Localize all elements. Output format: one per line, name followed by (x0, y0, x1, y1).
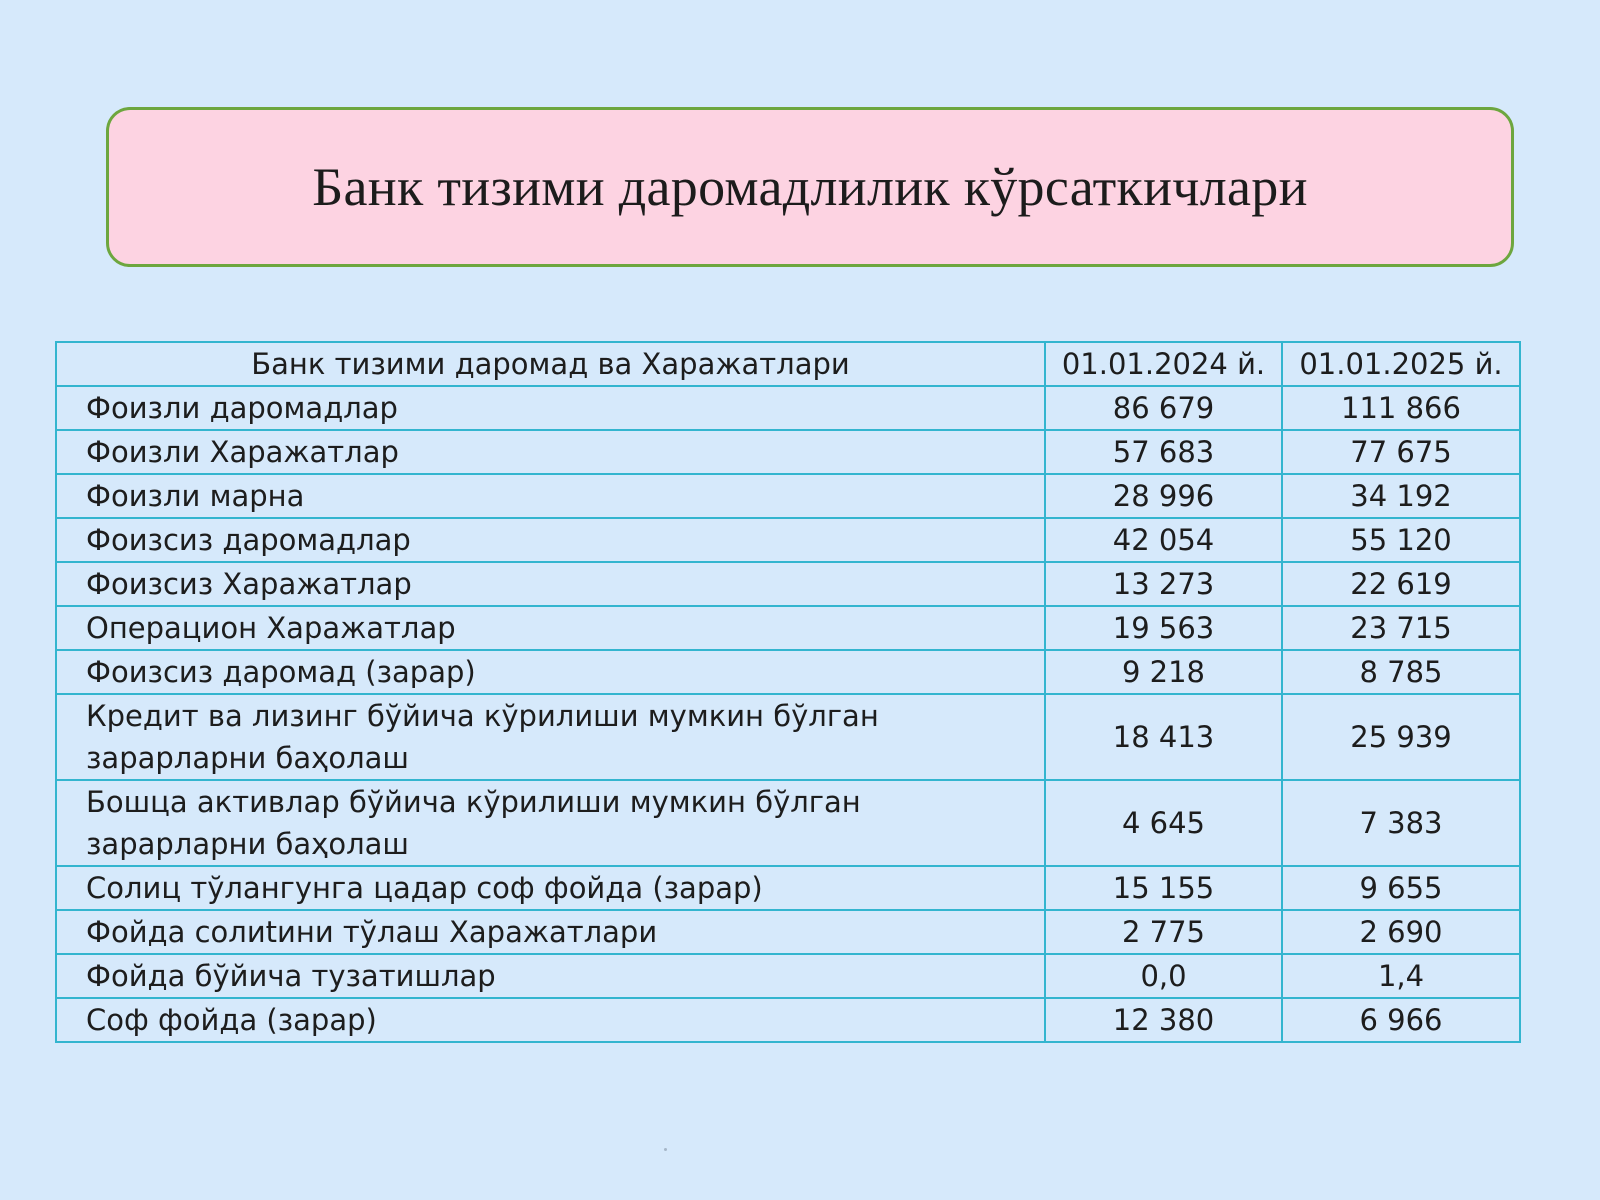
table-row (56, 474, 1520, 518)
column-header-2025: 01.01.2025 й. (1282, 342, 1520, 386)
value-2025: 8 785 (1282, 650, 1520, 694)
value-2025: 77 675 (1282, 430, 1520, 474)
table-row (56, 650, 1520, 694)
value-2025: 23 715 (1282, 606, 1520, 650)
row-label: Фоизли марна (56, 474, 1045, 518)
page-title: Банк тизими даромадлилик кўрсаткичлари (312, 157, 1308, 217)
table-row (56, 954, 1520, 998)
value-2024: 2 775 (1045, 910, 1282, 954)
value-2024: 15 155 (1045, 866, 1282, 910)
table-row (56, 866, 1520, 910)
column-header-2024: 01.01.2024 й. (1045, 342, 1282, 386)
value-2025: 34 192 (1282, 474, 1520, 518)
value-2024: 12 380 (1045, 998, 1282, 1042)
value-2024: 0,0 (1045, 954, 1282, 998)
table-row (56, 780, 1520, 866)
row-label: Бошца активлар бўйича кўрилиши мумкин бўлган зарарларни баҳолаш (56, 780, 1045, 866)
value-2025: 25 939 (1282, 694, 1520, 780)
table-row (56, 518, 1520, 562)
value-2025: 7 383 (1282, 780, 1520, 866)
column-header-category: Банк тизими даромад ва Харажатлари (56, 342, 1045, 386)
table-row (56, 606, 1520, 650)
value-2025: 6 966 (1282, 998, 1520, 1042)
value-2024: 9 218 (1045, 650, 1282, 694)
value-2025: 1,4 (1282, 954, 1520, 998)
value-2024: 4 645 (1045, 780, 1282, 866)
table-row (56, 998, 1520, 1042)
table-row (56, 694, 1520, 780)
value-2025: 9 655 (1282, 866, 1520, 910)
row-label: Фоизсиз даромад (зарар) (56, 650, 1045, 694)
row-label: Соф фойда (зарар) (56, 998, 1045, 1042)
table-header-row (56, 342, 1520, 386)
table-row (56, 910, 1520, 954)
row-label: Фоизсиз Харажатлар (56, 562, 1045, 606)
row-label: Фоизли даромадлар (56, 386, 1045, 430)
row-label: Фойда солиtини тўлаш Харажатлари (56, 910, 1045, 954)
value-2024: 42 054 (1045, 518, 1282, 562)
footer-dot (664, 1148, 667, 1151)
value-2024: 86 679 (1045, 386, 1282, 430)
row-label: Кредит ва лизинг бўйича кўрилиши мумкин бўлган зарарларни баҳолаш (56, 694, 1045, 780)
table-row (56, 430, 1520, 474)
value-2025: 22 619 (1282, 562, 1520, 606)
value-2025: 2 690 (1282, 910, 1520, 954)
row-label: Операцион Харажатлар (56, 606, 1045, 650)
value-2024: 13 273 (1045, 562, 1282, 606)
value-2024: 57 683 (1045, 430, 1282, 474)
value-2024: 18 413 (1045, 694, 1282, 780)
table-row (56, 386, 1520, 430)
row-label: Фоизли Харажатлар (56, 430, 1045, 474)
title-banner (106, 107, 1514, 267)
row-label: Фойда бўйича тузатишлар (56, 954, 1045, 998)
income-expense-table (55, 341, 1521, 1043)
table-row (56, 562, 1520, 606)
row-label: Фоизсиз даромадлар (56, 518, 1045, 562)
value-2024: 19 563 (1045, 606, 1282, 650)
value-2024: 28 996 (1045, 474, 1282, 518)
row-label: Солиц тўлангунга цадар соф фойда (зарар) (56, 866, 1045, 910)
value-2025: 55 120 (1282, 518, 1520, 562)
value-2025: 111 866 (1282, 386, 1520, 430)
